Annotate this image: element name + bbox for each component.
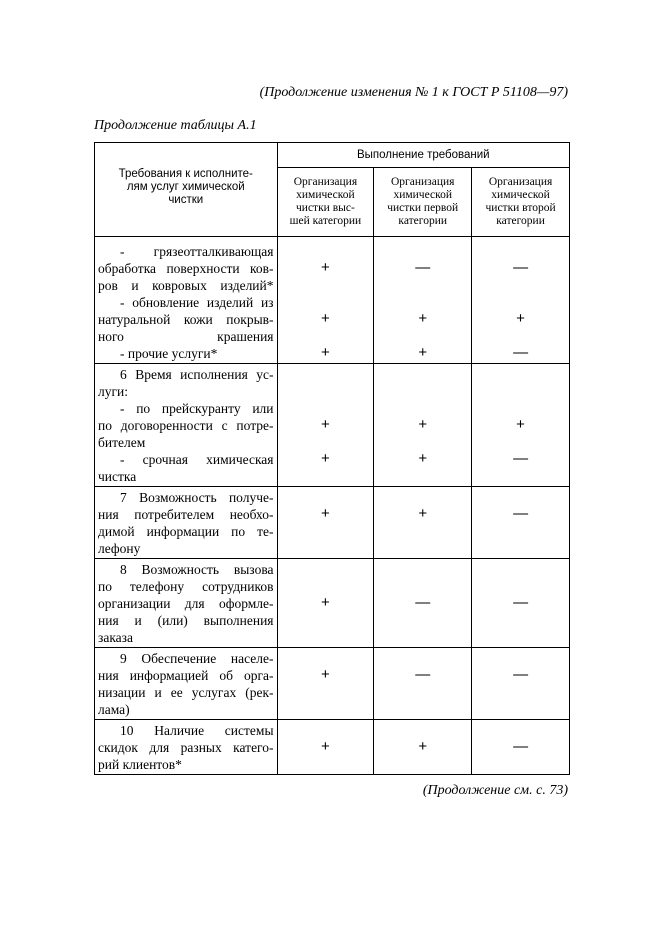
requirement-cell bbox=[95, 487, 278, 559]
requirement-line: 10 Наличие системы bbox=[120, 723, 274, 738]
mark-cell bbox=[277, 364, 374, 487]
mark-cell bbox=[277, 237, 374, 364]
table-body bbox=[95, 237, 570, 775]
requirement-mark: + bbox=[418, 450, 428, 467]
requirement-mark: — bbox=[415, 594, 431, 611]
requirement-line: бителем bbox=[98, 435, 146, 450]
requirement-cell bbox=[95, 364, 278, 487]
requirement-mark: + bbox=[321, 450, 330, 467]
mark-cell bbox=[374, 559, 472, 648]
table-row bbox=[95, 364, 570, 487]
requirement-mark: + bbox=[321, 259, 330, 276]
table-row bbox=[95, 648, 570, 720]
requirement-line: ния и (или) выполнения bbox=[98, 613, 274, 628]
requirement-mark: — bbox=[513, 505, 529, 522]
requirement-cell bbox=[95, 559, 278, 648]
requirement-mark: — bbox=[513, 259, 529, 276]
table-row bbox=[95, 559, 570, 648]
mark-cell bbox=[374, 364, 472, 487]
requirement-line: - прочие услуги* bbox=[120, 346, 218, 361]
requirement-line: рий клиентов* bbox=[98, 757, 182, 772]
requirement-line: натуральной кожи покрыв- bbox=[98, 312, 274, 327]
requirement-mark: + bbox=[321, 344, 330, 361]
requirement-mark: — bbox=[415, 259, 431, 276]
table-row bbox=[95, 720, 570, 775]
requirement-mark: + bbox=[418, 310, 428, 327]
requirement-mark: + bbox=[418, 344, 428, 361]
mark-cell bbox=[472, 648, 570, 720]
requirement-line: 6 Время исполнения ус- bbox=[120, 367, 274, 382]
requirement-line: по телефону сотрудников bbox=[98, 579, 274, 594]
requirement-line: - обновление изделий из bbox=[120, 295, 274, 310]
requirement-line: лефону bbox=[98, 541, 141, 556]
mark-cell bbox=[472, 487, 570, 559]
mark-cell bbox=[277, 487, 374, 559]
requirement-mark: — bbox=[513, 738, 529, 755]
requirement-line: 8 Возможность вызова bbox=[120, 562, 274, 577]
requirement-mark: + bbox=[516, 416, 525, 433]
requirements-table bbox=[94, 142, 570, 775]
requirement-line: димой информации по те- bbox=[98, 524, 274, 539]
mark-cell bbox=[374, 237, 472, 364]
requirement-line: организации для оформле- bbox=[98, 596, 274, 611]
requirement-mark: + bbox=[321, 594, 330, 611]
mark-cell bbox=[374, 720, 472, 775]
requirement-line: обработка поверхности ков- bbox=[98, 261, 274, 276]
requirement-line: скидок для разных катего- bbox=[98, 740, 274, 755]
requirement-line: - грязеотталкивающая bbox=[120, 244, 274, 259]
table-row bbox=[95, 237, 570, 364]
mark-cell bbox=[472, 364, 570, 487]
header-org-first: Организация химической чистки первой категории bbox=[374, 168, 472, 237]
header-org-second: Организация химической чистки второй категории bbox=[472, 168, 570, 237]
mark-cell bbox=[277, 559, 374, 648]
mark-cell bbox=[472, 559, 570, 648]
requirement-mark: + bbox=[321, 666, 330, 683]
requirement-mark: + bbox=[516, 310, 525, 327]
requirement-mark: + bbox=[321, 505, 330, 522]
requirement-mark: + bbox=[321, 738, 330, 755]
requirement-line: чистка bbox=[98, 469, 137, 484]
requirement-mark: + bbox=[321, 416, 330, 433]
requirement-line: ного крашения bbox=[98, 329, 274, 344]
requirement-line: 7 Возможность получе- bbox=[120, 490, 274, 505]
requirement-line: по договоренности с потре- bbox=[98, 418, 274, 433]
requirement-line: - срочная химическая bbox=[120, 452, 274, 467]
requirement-mark: — bbox=[513, 666, 529, 683]
requirement-mark: — bbox=[513, 450, 529, 467]
mark-cell bbox=[472, 237, 570, 364]
requirement-line: низации и ее услугах (рек- bbox=[98, 685, 274, 700]
header-requirements: Требования к исполните- лям услуг химической чистки bbox=[95, 143, 278, 237]
requirement-mark: + bbox=[418, 416, 428, 433]
table-caption: Продолжение таблицы А.1 bbox=[94, 118, 257, 133]
requirement-mark: + bbox=[321, 310, 330, 327]
mark-cell bbox=[277, 720, 374, 775]
requirement-mark: — bbox=[415, 666, 431, 683]
requirement-cell bbox=[95, 720, 278, 775]
requirement-line: ния потребителем необхо- bbox=[98, 507, 274, 522]
requirement-line: заказа bbox=[98, 630, 133, 645]
mark-cell bbox=[277, 648, 374, 720]
requirement-mark: — bbox=[513, 594, 529, 611]
requirement-line: лама) bbox=[98, 702, 130, 717]
header-org-highest: Организация химической чистки выс- шей категории bbox=[277, 168, 374, 237]
requirement-cell bbox=[95, 648, 278, 720]
mark-cell bbox=[374, 487, 472, 559]
mark-cell bbox=[472, 720, 570, 775]
requirement-mark: — bbox=[513, 344, 529, 361]
requirement-line: луги: bbox=[98, 384, 128, 399]
requirement-mark: + bbox=[418, 505, 428, 522]
requirement-line: 9 Обеспечение населе- bbox=[120, 651, 274, 666]
requirement-mark: + bbox=[418, 738, 428, 755]
requirement-line: ров и ковровых изделий* bbox=[98, 278, 274, 293]
table-row bbox=[95, 487, 570, 559]
requirement-line: - по прейскуранту или bbox=[120, 401, 274, 416]
requirement-cell bbox=[95, 237, 278, 364]
footer-note: (Продолжение см. с. 73) bbox=[422, 783, 568, 798]
requirement-line: ния информацией об орга- bbox=[98, 668, 274, 683]
header-execution: Выполнение требований bbox=[277, 143, 569, 168]
header-note: (Продолжение изменения № 1 к ГОСТ Р 51108—97) bbox=[259, 85, 568, 100]
mark-cell bbox=[374, 648, 472, 720]
